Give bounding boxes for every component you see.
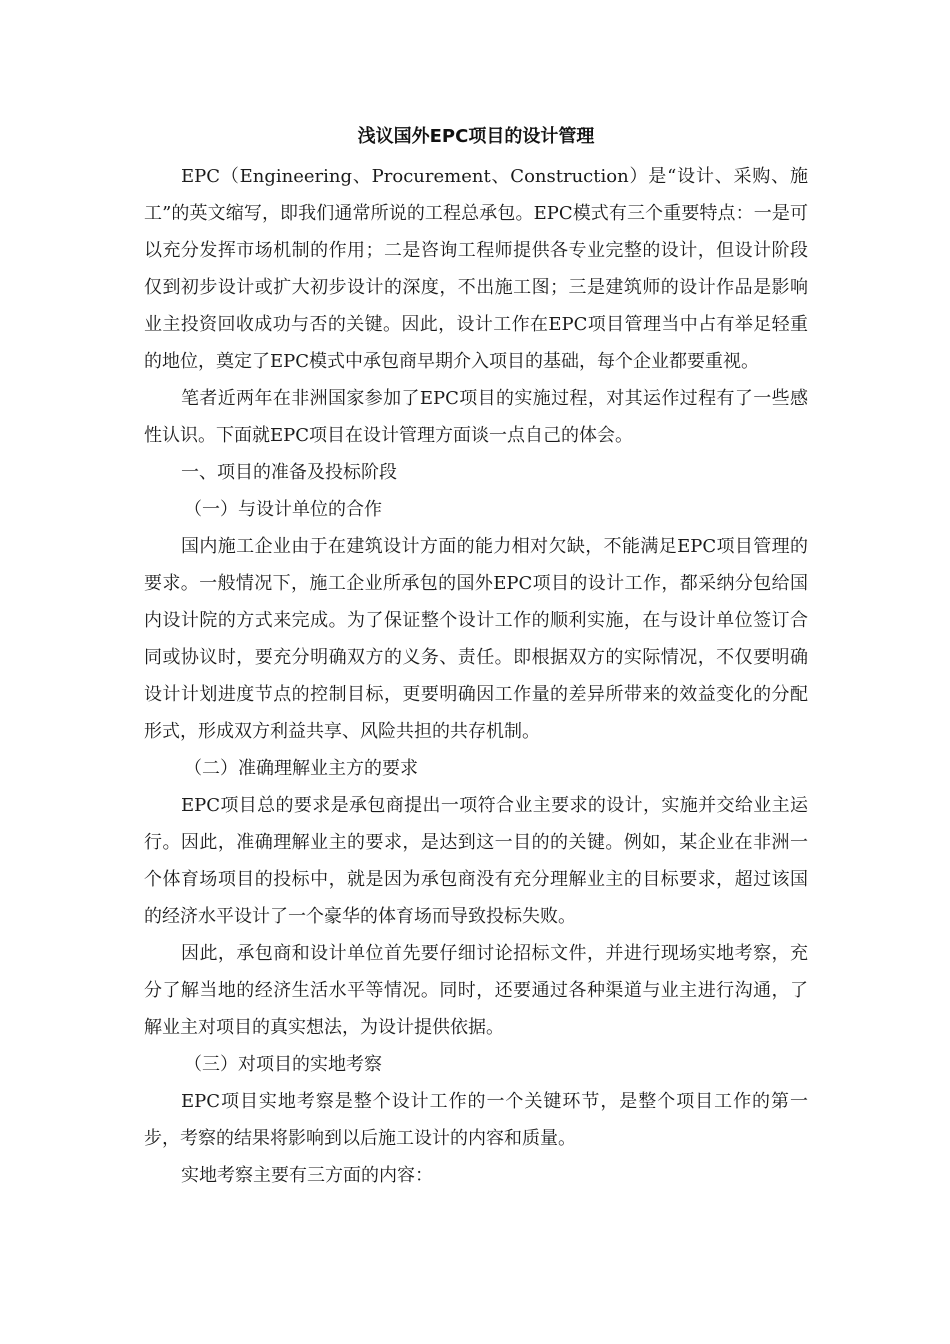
paragraph-site-survey: EPC项目实地考察是整个设计工作的一个关键环节，是整个项目工作的第一步，考察的结果将影响到以后施工设计的内容和质量。 bbox=[144, 1091, 808, 1149]
paragraph-bid-study: 因此，承包商和设计单位首先要仔细讨论招标文件，并进行现场实地考察，充分了解当地的经济生活水平等情况。同时，还要通过各种渠道与业主进行沟通，了解业主对项目的真实想法，为设计提供依据。 bbox=[144, 943, 808, 1038]
paragraph-cooperation: 国内施工企业由于在建筑设计方面的能力相对欠缺，不能满足EPC项目管理的要求。一般情况下，施工企业所承包的国外EPC项目的设计工作，都采纳分包给国内设计院的方式来完成。为了保证整个设计工作的顺利实施，在与设计单位签订合同或协议时，要充分明确双方的义务、责任。即根据双方的实际情况，不仅要明确设计计划进度节点的控制目标，更要明确因工作量的差异所带来的效益变化的分配形式，形成双方利益共享、风险共担的共存机制。 bbox=[144, 536, 808, 742]
subsection-heading-2: （二）准确理解业主方的要求 bbox=[184, 758, 418, 779]
section-heading-1: 一、项目的准备及投标阶段 bbox=[181, 462, 397, 483]
subsection-heading-1: （一）与设计单位的合作 bbox=[184, 499, 382, 520]
paragraph-survey-contents: 实地考察主要有三方面的内容： bbox=[181, 1165, 433, 1186]
paragraph-owner-requirements: EPC项目总的要求是承包商提出一项符合业主要求的设计，实施并交给业主运行。因此，准确理解业主的要求，是达到这一目的的关键。例如，某企业在非洲一个体育场项目的投标中，就是因为承包商没有充分理解业主的目标要求，超过该国的经济水平设计了一个豪华的体育场而导致投标失败。 bbox=[144, 795, 808, 927]
subsection-heading-3: （三）对项目的实地考察 bbox=[184, 1054, 382, 1075]
document-body bbox=[144, 118, 808, 1194]
document-title: 浅议国外EPC项目的设计管理 bbox=[357, 126, 595, 147]
paragraph-author-experience: 笔者近两年在非洲国家参加了EPC项目的实施过程，对其运作过程有了一些感性认识。下面就EPC项目在设计管理方面谈一点自己的体会。 bbox=[144, 388, 808, 446]
paragraph-intro: EPC（Engineering、Procurement、Construction）是“设计、采购、施工”的英文缩写，即我们通常所说的工程总承包。EPC模式有三个重要特点：一是可以充分发挥市场机制的作用；二是咨询工程师提供各专业完整的设计，但设计阶段仅到初步设计或扩大初步设计的深度，不出施工图；三是建筑师的设计作品是影响业主投资回收成功与否的关键。因此，设计工作在EPC项目管理当中占有举足轻重的地位，奠定了EPC模式中承包商早期介入项目的基础，每个企业都要重视。 bbox=[144, 166, 808, 372]
